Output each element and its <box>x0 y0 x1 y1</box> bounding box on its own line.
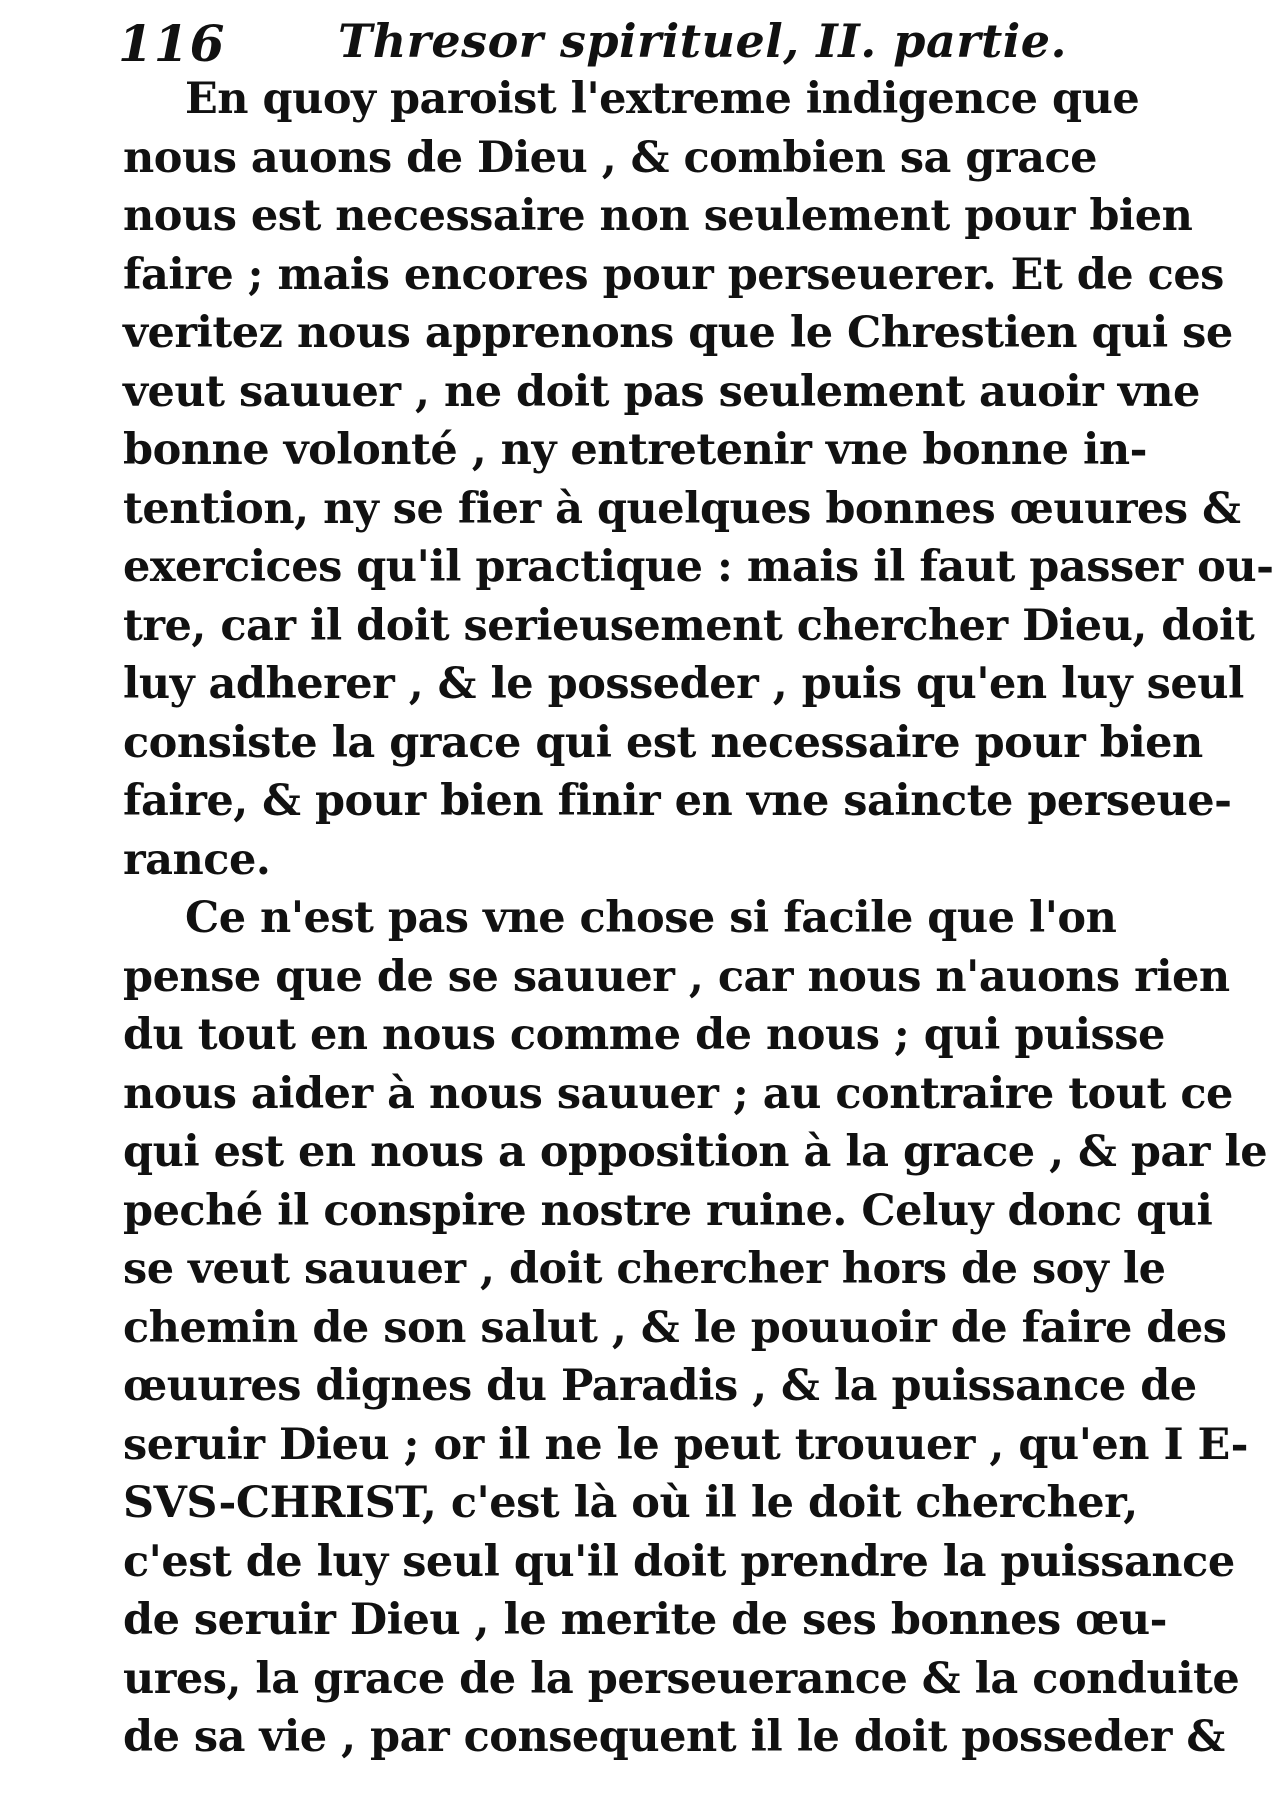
paragraph-2 <box>123 889 1268 1767</box>
text-line: du tout en nous comme de nous ; qui puisse <box>123 1010 1165 1060</box>
text-line: nous est necessaire non seulement pour bien <box>123 191 1193 241</box>
body-text <box>123 70 1273 1767</box>
text-line: chemin de son salut , & le pouuoir de faire des <box>123 1302 1227 1353</box>
text-line: se veut sauuer , doit chercher hors de soy le <box>123 1244 1166 1294</box>
text-line: de seruir Dieu , le merite de ses bonnes œu- <box>123 1595 1167 1645</box>
text-line: veut sauuer , ne doit pas seulement auoir vne <box>123 366 1200 417</box>
running-head <box>118 14 1108 78</box>
text-line: pense que de se sauuer , car nous n'auons rien <box>123 951 1230 1002</box>
text-line: exercices qu'il practique : mais il faut passer ou- <box>123 542 1273 592</box>
text-line: qui est en nous a opposition à la grace , & par le <box>123 1127 1268 1177</box>
text-line: En quoy paroist l'extreme indigence que <box>185 74 1140 124</box>
paragraph-1 <box>123 70 1273 889</box>
text-line: de sa vie , par consequent il le doit posseder & <box>123 1712 1225 1762</box>
text-line: bonne volonté , ny entretenir vne bonne in- <box>123 425 1147 475</box>
text-line: faire, & pour bien finir en vne saincte perseue- <box>123 776 1232 826</box>
text-line: veritez nous apprenons que le Chrestien qui se <box>123 308 1233 358</box>
text-line: luy adherer , & le posseder , puis qu'en luy seul <box>123 659 1244 709</box>
text-line: nous auons de Dieu , & combien sa grace <box>123 132 1097 183</box>
text-line: c'est de luy seul qu'il doit prendre la puissance <box>123 1536 1235 1587</box>
text-line: ures, la grace de la perseuerance & la conduite <box>123 1653 1240 1704</box>
text-line: faire ; mais encores pour perseuerer. Et de ces <box>123 249 1224 300</box>
text-line: tention, ny se fier à quelques bonnes œuures & <box>123 483 1241 534</box>
running-title: Thresor spirituel, II. partie. <box>338 14 1067 68</box>
text-line: Ce n'est pas vne chose si facile que l'on <box>185 893 1117 943</box>
text-line: nous aider à nous sauuer ; au contraire tout ce <box>123 1068 1233 1119</box>
page-number: 116 <box>118 14 226 73</box>
text-line: SVS-CHRIST, c'est là où il le doit chercher, <box>123 1478 1138 1528</box>
text-line: seruir Dieu ; or il ne le peut trouuer , qu'en I E- <box>123 1419 1248 1470</box>
text-line: tre, car il doit serieusement chercher Dieu, doit <box>123 600 1255 651</box>
text-line: peché il conspire nostre ruine. Celuy donc qui <box>123 1185 1213 1236</box>
text-line: rance. <box>123 834 271 885</box>
text-line: consiste la grace qui est necessaire pour bien <box>123 717 1203 768</box>
text-line: œuures dignes du Paradis , & la puissance de <box>123 1361 1197 1411</box>
